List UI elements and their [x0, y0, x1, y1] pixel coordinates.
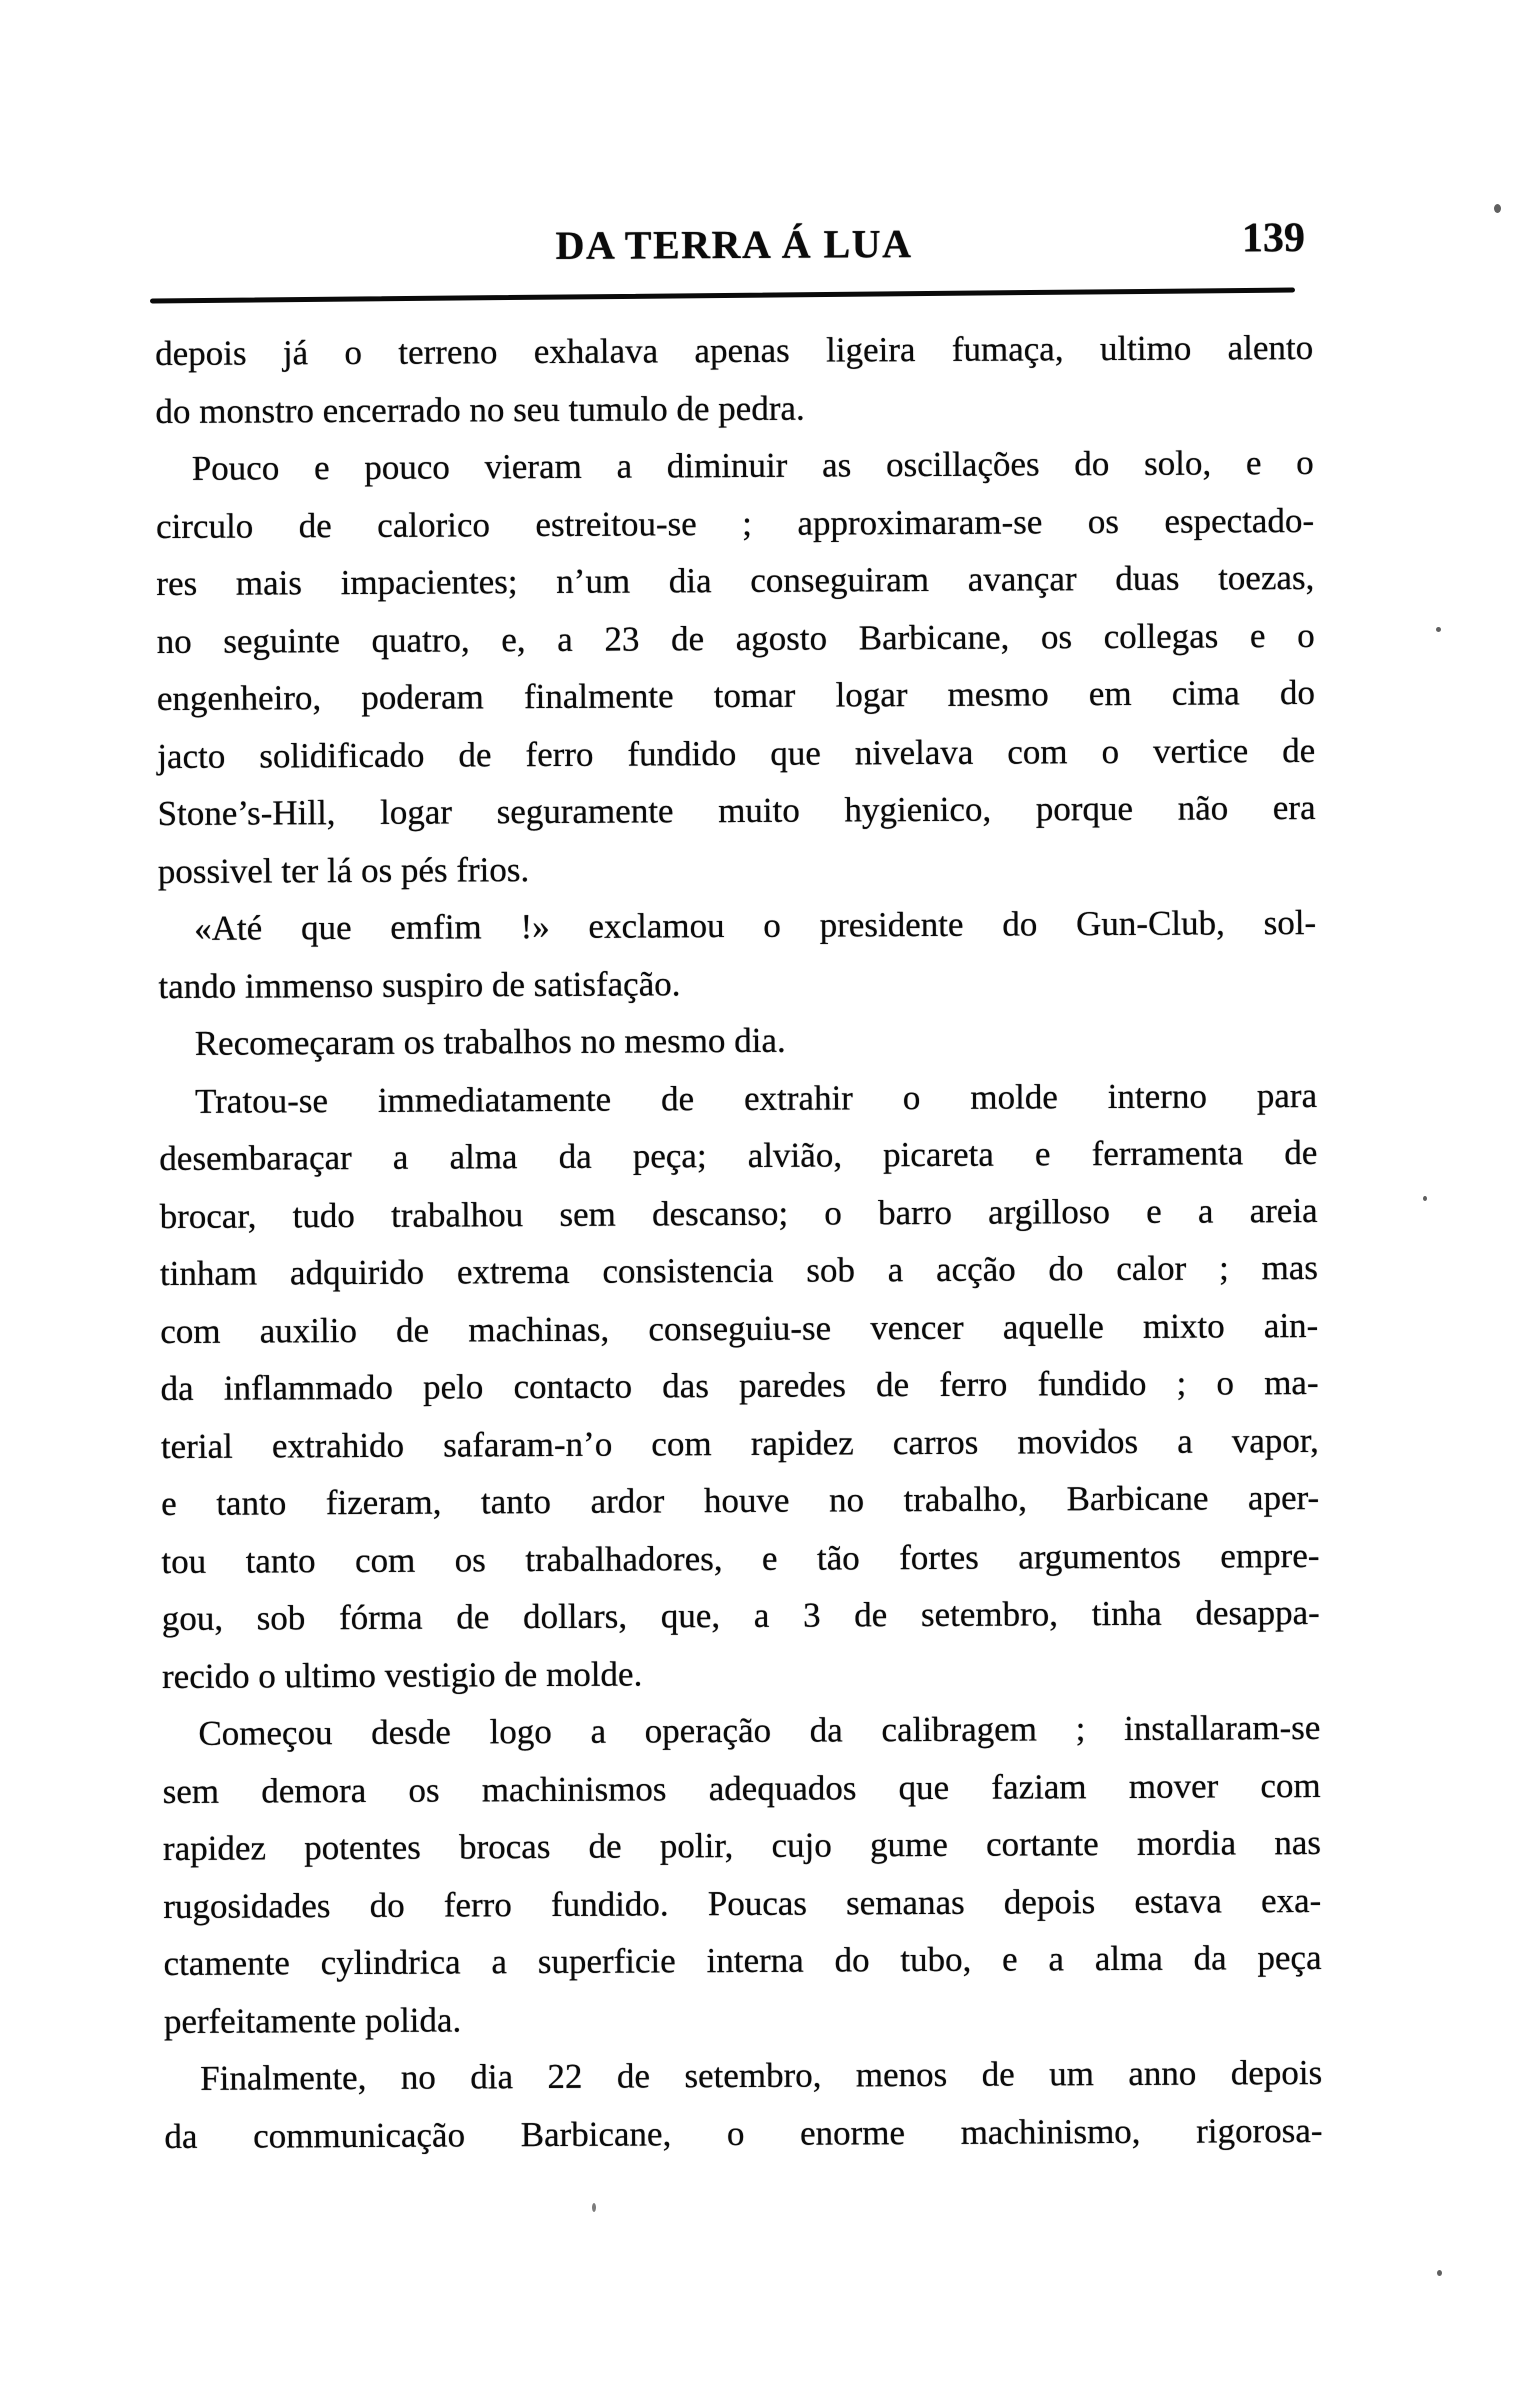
text-line: res mais impacientes; n’um dia conseguiram avançar duas toezas, [156, 557, 1315, 604]
text-line: perfeitamente polida. [163, 1999, 462, 2041]
text-line: Recomeçaram os trabalhos no mesmo dia. [194, 1020, 786, 1063]
text-line: no seguinte quatro, e, a 23 de agosto Barbicane, os collegas e o [156, 615, 1315, 661]
text-line: tou tanto com os trabalhadores, e tão fortes argumentos empre- [161, 1535, 1320, 1581]
page-body [155, 319, 1323, 2165]
header-rule [150, 288, 1295, 304]
text-line: engenheiro, poderam finalmente tomar logar mesmo em cima do [156, 672, 1316, 719]
text-line: terial extrahido safaram-n’o com rapidez carros movidos a vapor, [160, 1420, 1319, 1466]
text-line: sem demora os machinismos adequados que faziam mover com [162, 1765, 1321, 1811]
text-line: tando immenso suspiro de satisfação. [158, 963, 681, 1006]
text-line: desembaraçar a alma da peça; alvião, picareta e ferramenta de [159, 1132, 1318, 1179]
text-line: brocar, tudo trabalhou sem descanso; o barro argilloso e a areia [159, 1190, 1318, 1236]
text-line: da communicação Barbicane, o enorme machinismo, rigorosa- [164, 2110, 1323, 2156]
text-line: possivel ter lá os pés frios. [157, 849, 530, 891]
text-line: Stone’s-Hill, logar seguramente muito hygienico, porque não era [157, 787, 1316, 834]
scan-speck [1494, 204, 1501, 213]
scan-speck [1423, 1196, 1427, 1201]
scan-speck [1436, 627, 1441, 632]
page-number: 139 [1241, 215, 1306, 262]
text-line: recido o ultimo vestigio de molde. [161, 1653, 643, 1696]
text-line: tinham adquirido extrema consistencia sob a acção do calor ; mas [159, 1247, 1319, 1294]
page-header [155, 215, 1313, 274]
text-line: jacto solidificado de ferro fundido que nivelava com o vertice de [157, 730, 1316, 776]
text-line: ctamente cylindrica a superficie interna do tubo, e a alma da peça [163, 1937, 1322, 1984]
text-line: rugosidades do ferro fundido. Poucas semanas depois estava exa- [163, 1880, 1322, 1926]
text-line: Tratou-se immediatamente de extrahir o molde interno para [194, 1075, 1318, 1121]
text-line: circulo de calorico estreitou-se ; approximaram-se os espectado- [155, 500, 1315, 546]
text-line: com auxilio de machinas, conseguiu-se vencer aquelle mixto ain- [160, 1305, 1319, 1351]
text-line: da inflammado pelo contacto das paredes de ferro fundido ; o ma- [160, 1362, 1319, 1409]
text-line: Começou desde logo a operação da calibragem ; installaram-se [198, 1707, 1321, 1753]
text-line: gou, sob fórma de dollars, que, a 3 de setembro, tinha desappa- [161, 1592, 1320, 1639]
text-line: e tanto fizeram, tanto ardor houve no trabalho, Barbicane aper- [161, 1477, 1320, 1524]
text-line: «Até que emfim !» exclamou o presidente do Gun-Club, sol- [194, 902, 1317, 948]
text-line: Finalmente, no dia 22 de setembro, menos de um anno depois [200, 2052, 1323, 2098]
text-line: rapidez potentes brocas de polir, cujo gume cortante mordia nas [162, 1822, 1322, 1869]
running-title: DA TERRA Á LUA [555, 221, 913, 268]
text-line: depois já o terreno exhalava apenas ligeira fumaça, ultimo alento [155, 327, 1314, 374]
text-line: Pouco e pouco vieram a diminuir as oscillações do solo, e o [191, 442, 1314, 488]
scan-speck [592, 2203, 596, 2212]
scan-speck [1437, 2270, 1442, 2276]
text-line: do monstro encerrado no seu tumulo de pedra. [155, 388, 805, 431]
